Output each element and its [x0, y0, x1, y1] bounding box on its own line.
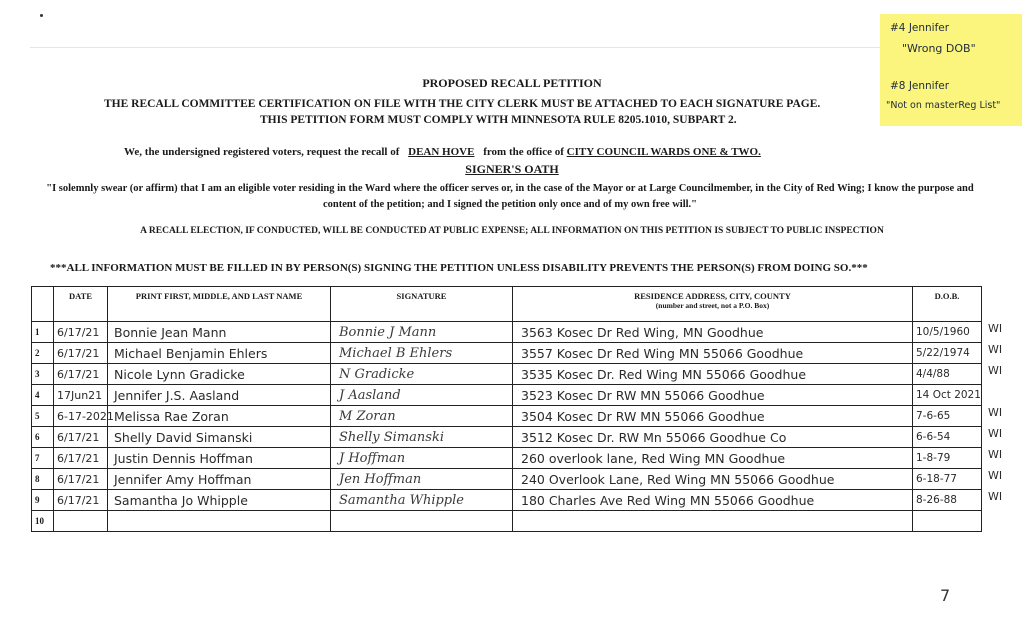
cell-signature: Michael B Ehlers [331, 343, 513, 364]
cell-address: 260 overlook lane, Red Wing MN Goodhue [513, 448, 913, 469]
margin-note-wi: WI [988, 406, 1003, 419]
cell-date: 6-17-2021 [54, 406, 108, 427]
sticky-line-4: "Not on masterReg List" [886, 100, 1001, 111]
cell-num: 3 [32, 364, 54, 385]
cell-dob: 6-6-54 [913, 427, 982, 448]
margin-note-wi: WI [988, 469, 1003, 482]
cell-name: Michael Benjamin Ehlers [108, 343, 331, 364]
cell-address: 3535 Kosec Dr. Red Wing MN 55066 Goodhue [513, 364, 913, 385]
scan-dot [40, 14, 43, 17]
header-signature: SIGNATURE [331, 287, 513, 322]
table-row [32, 427, 982, 448]
cell-name: Jennifer J.S. Aasland [108, 385, 331, 406]
cell-num: 5 [32, 406, 54, 427]
signature-table [31, 286, 982, 532]
margin-note-wi: WI [988, 427, 1003, 440]
office-name: CITY COUNCIL WARDS ONE & TWO. [566, 146, 761, 158]
margin-note-wi: WI [988, 343, 1003, 356]
cell-dob: 1-8-79 [913, 448, 982, 469]
sticky-line-1: #4 Jennifer [890, 22, 950, 34]
cell-date: 6/17/21 [54, 343, 108, 364]
cell-num: 7 [32, 448, 54, 469]
header-name: PRINT FIRST, MIDDLE, AND LAST NAME [108, 287, 331, 322]
cell-signature [331, 511, 513, 532]
cell-address: 3557 Kosec Dr Red Wing MN 55066 Goodhue [513, 343, 913, 364]
all-info-notice: ***ALL INFORMATION MUST BE FILLED IN BY PERSON(S) SIGNING THE PETITION UNLESS DISABILITY PREVENTS THE PERSON(S) FROM DOING SO.*** [50, 262, 868, 274]
table-row [32, 385, 982, 406]
cell-dob: 6-18-77 [913, 469, 982, 490]
cell-num: 1 [32, 322, 54, 343]
cell-date: 17Jun21 [54, 385, 108, 406]
cell-num: 6 [32, 427, 54, 448]
cell-dob: 8-26-88 [913, 490, 982, 511]
cell-name: Samantha Jo Whipple [108, 490, 331, 511]
cell-name: Nicole Lynn Gradicke [108, 364, 331, 385]
table-row [32, 511, 982, 532]
page-number: 7 [940, 586, 951, 605]
top-rule [30, 47, 1010, 48]
header-address-sub: (number and street, not a P.O. Box) [655, 301, 770, 310]
cell-num: 8 [32, 469, 54, 490]
cell-date: 6/17/21 [54, 448, 108, 469]
header-address [513, 287, 913, 322]
cell-date: 6/17/21 [54, 427, 108, 448]
oath-text: "I solemnly swear (or affirm) that I am an eligible voter residing in the Ward where the officer serves or, in the case of the Mayor or at Large Councilmember, in the City of Red Wing; I know the purpose and content of the petition; and I signed the petition only once and of my own free will." [46, 183, 974, 210]
request-text: We, the undersigned registered voters, request the recall of [124, 146, 400, 158]
recall-request [124, 146, 761, 158]
margin-note-wi: WI [988, 322, 1003, 335]
header-num [32, 287, 54, 322]
official-name: DEAN HOVE [408, 146, 475, 158]
cell-signature: M Zoran [331, 406, 513, 427]
cell-dob: 4/4/88 [913, 364, 982, 385]
cell-dob: 14 Oct 2021 [913, 385, 982, 406]
cell-dob: 5/22/1974 [913, 343, 982, 364]
margin-note-wi: WI [988, 448, 1003, 461]
cell-dob: 10/5/1960 [913, 322, 982, 343]
margin-note-wi: WI [988, 490, 1003, 503]
oath-title: SIGNER'S OATH [465, 162, 559, 176]
cell-address [513, 511, 913, 532]
table-row [32, 490, 982, 511]
cell-signature: Jen Hoffman [331, 469, 513, 490]
cell-name [108, 511, 331, 532]
cell-date [54, 511, 108, 532]
header-date: DATE [54, 287, 108, 322]
cell-signature: Bonnie J Mann [331, 322, 513, 343]
cell-signature: Samantha Whipple [331, 490, 513, 511]
cell-num: 4 [32, 385, 54, 406]
table-row [32, 364, 982, 385]
cell-signature: J Aasland [331, 385, 513, 406]
cell-address: 3563 Kosec Dr Red Wing, MN Goodhue [513, 322, 913, 343]
table-row [32, 406, 982, 427]
header-address-main: RESIDENCE ADDRESS, CITY, COUNTY [634, 291, 791, 301]
cell-address: 3523 Kosec Dr RW MN 55066 Goodhue [513, 385, 913, 406]
cell-name: Bonnie Jean Mann [108, 322, 331, 343]
certification-line-2: THIS PETITION FORM MUST COMPLY WITH MINNESOTA RULE 8205.1010, SUBPART 2. [260, 114, 737, 126]
cell-dob: 7-6-65 [913, 406, 982, 427]
cell-name: Melissa Rae Zoran [108, 406, 331, 427]
header-dob: D.O.B. [913, 287, 982, 322]
cell-num: 10 [32, 511, 54, 532]
cell-address: 240 Overlook Lane, Red Wing MN 55066 Goodhue [513, 469, 913, 490]
cell-address: 180 Charles Ave Red Wing MN 55066 Goodhue [513, 490, 913, 511]
margin-note-wi: WI [988, 364, 1003, 377]
cell-address: 3504 Kosec Dr RW MN 55066 Goodhue [513, 406, 913, 427]
table-row [32, 448, 982, 469]
petition-title: PROPOSED RECALL PETITION [422, 76, 602, 90]
cell-signature: N Gradicke [331, 364, 513, 385]
cell-date: 6/17/21 [54, 469, 108, 490]
cell-signature: J Hoffman [331, 448, 513, 469]
cell-name: Shelly David Simanski [108, 427, 331, 448]
cell-num: 2 [32, 343, 54, 364]
request-mid: from the office of [483, 146, 564, 158]
certification-line-1: THE RECALL COMMITTEE CERTIFICATION ON FILE WITH THE CITY CLERK MUST BE ATTACHED TO EACH SIGNATURE PAGE. [104, 98, 821, 110]
cell-dob [913, 511, 982, 532]
table-row [32, 343, 982, 364]
cell-date: 6/17/21 [54, 490, 108, 511]
cell-num: 9 [32, 490, 54, 511]
table-row [32, 469, 982, 490]
sticky-note [880, 14, 1022, 126]
sticky-line-2: "Wrong DOB" [902, 42, 976, 55]
cell-address: 3512 Kosec Dr. RW Mn 55066 Goodhue Co [513, 427, 913, 448]
cell-date: 6/17/21 [54, 364, 108, 385]
cell-name: Jennifer Amy Hoffman [108, 469, 331, 490]
election-notice: A RECALL ELECTION, IF CONDUCTED, WILL BE CONDUCTED AT PUBLIC EXPENSE; ALL INFORMATION ON THIS PETITION IS SUBJECT TO PUBLIC INSPECTION [140, 226, 884, 236]
cell-name: Justin Dennis Hoffman [108, 448, 331, 469]
table-header-row [32, 287, 982, 322]
cell-signature: Shelly Simanski [331, 427, 513, 448]
table-row [32, 322, 982, 343]
sticky-line-3: #8 Jennifer [890, 80, 950, 92]
cell-date: 6/17/21 [54, 322, 108, 343]
